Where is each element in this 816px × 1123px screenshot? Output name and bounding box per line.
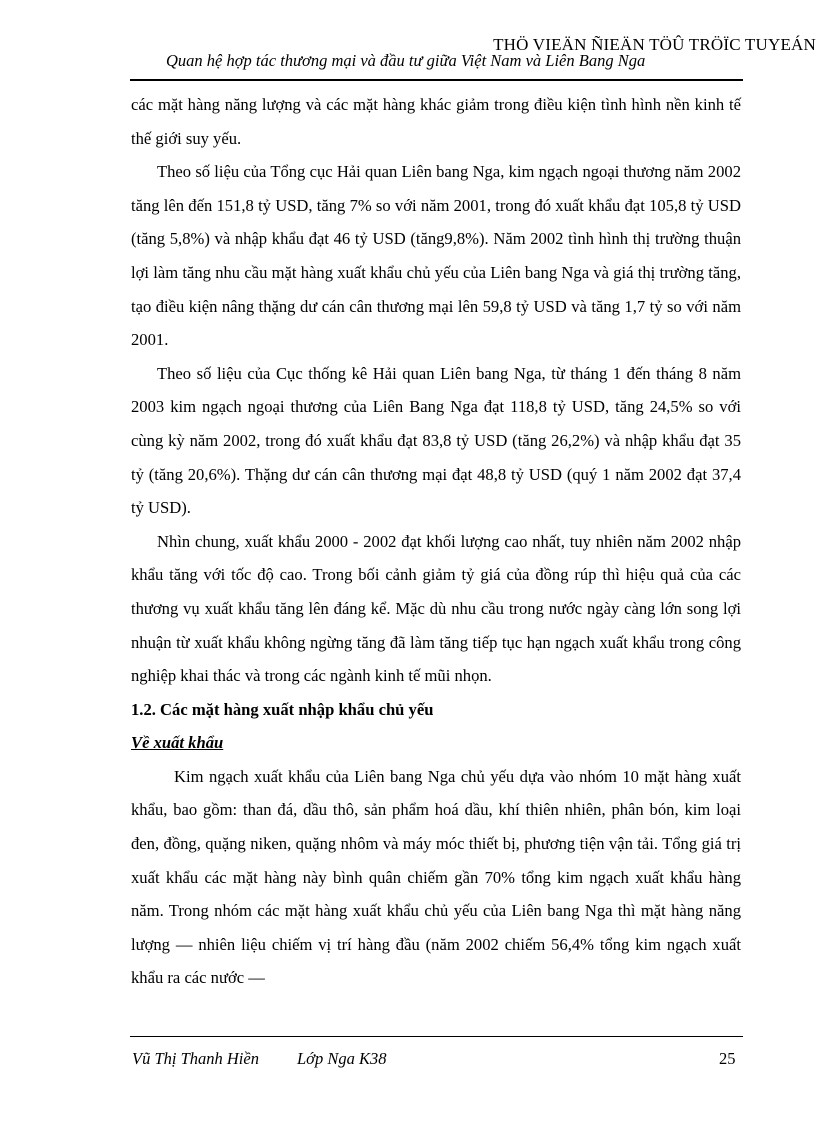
paragraph-4: Nhìn chung, xuất khẩu 2000 - 2002 đạt khối lượng cao nhất, tuy nhiên năm 2002 nhập khẩu tăng với tốc độ cao. Trong bối cảnh giảm tỷ giá của đồng rúp thì hiệu quả của các thương vụ xuất khẩu tăng lên đáng kể. Mặc dù nhu cầu trong nước ngày càng lớn song lợi nhuận từ xuất khẩu không ngừng tăng đã làm tăng tiếp tục hạn ngạch xuất khẩu trong công nghiệp khai thác và trong các ngành kinh tế mũi nhọn.	[131, 531, 741, 686]
paragraph-5: Kim ngạch xuất khẩu của Liên bang Nga chủ yếu dựa vào nhóm 10 mặt hàng xuất khẩu, bao gồm: than đá, dầu thô, sản phẩm hoá dầu, khí thiên nhiên, phân bón, kim loại đen, đồng, quặng niken, quặng nhôm và máy móc thiết bị, phương tiện vận tải. Tổng giá trị xuất khẩu các mặt hàng này bình quân chiếm gần 70% tổng kim ngạch xuất khẩu hàng năm. Trong nhóm các mặt hàng xuất khẩu chủ yếu của Liên bang Nga thì mặt hàng năng lượng — nhiên liệu chiếm vị trí hàng đầu (năm 2002 chiếm 56,4% tổng kim ngạch xuất khẩu ra các nước —	[131, 766, 741, 988]
watermark-text: THÖ VIEÄN ÑIEÄN TÖÛ TRÖÏC TUYEÁN	[493, 35, 816, 54]
page-header-title: Quan hệ hợp tác thương mại và đầu tư giữa Việt Nam và Liên Bang Nga	[166, 51, 646, 70]
subsection-heading: Về xuất khẩu	[131, 733, 224, 753]
footer-divider	[130, 1036, 743, 1037]
paragraph-2: Theo số liệu của Tổng cục Hải quan Liên bang Nga, kim ngạch ngoại thương năm 2002 tăng lên đến 151,8 tỷ USD, tăng 7% so với năm 2001, trong đó xuất khẩu đạt 105,8 tỷ USD (tăng 5,8%) và nhập khẩu đạt 46 tỷ USD (tăng9,8%). Năm 2002 tình hình thị trường thuận lợi làm tăng nhu cầu mặt hàng xuất khẩu chủ yếu của Liên bang Nga và giá thị trường tăng, tạo điều kiện nâng thặng dư cán cân thương mại lên 59,8 tỷ USD và tăng 1,7 tỷ so với năm 2001.	[131, 162, 741, 350]
footer-class: Lớp Nga K38	[297, 1049, 387, 1068]
document-body	[131, 88, 741, 995]
paragraph-1: các mặt hàng năng lượng và các mặt hàng khác giảm trong điều kiện tình hình nền kinh tế thế giới suy yếu.	[131, 95, 741, 148]
paragraph-3: Theo số liệu của Cục thống kê Hải quan Liên bang Nga, từ tháng 1 đến tháng 8 năm 2003 kim ngạch ngoại thương của Liên Bang Nga đạt 118,8 tỷ USD, tăng 24,5% so với cùng kỳ năm 2002, trong đó xuất khẩu đạt 83,8 tỷ USD (tăng 26,2%) và nhập khẩu đạt 35 tỷ (tăng 20,6%). Thặng dư cán cân thương mại đạt 48,8 tỷ USD (quý 1 năm 2002 đạt 37,4 tỷ USD).	[131, 363, 741, 518]
footer-author: Vũ Thị Thanh Hiền	[132, 1049, 259, 1068]
header-divider	[130, 79, 743, 81]
section-heading: 1.2. Các mặt hàng xuất nhập khẩu chủ yếu	[131, 699, 434, 719]
page-number: 25	[719, 1049, 736, 1068]
